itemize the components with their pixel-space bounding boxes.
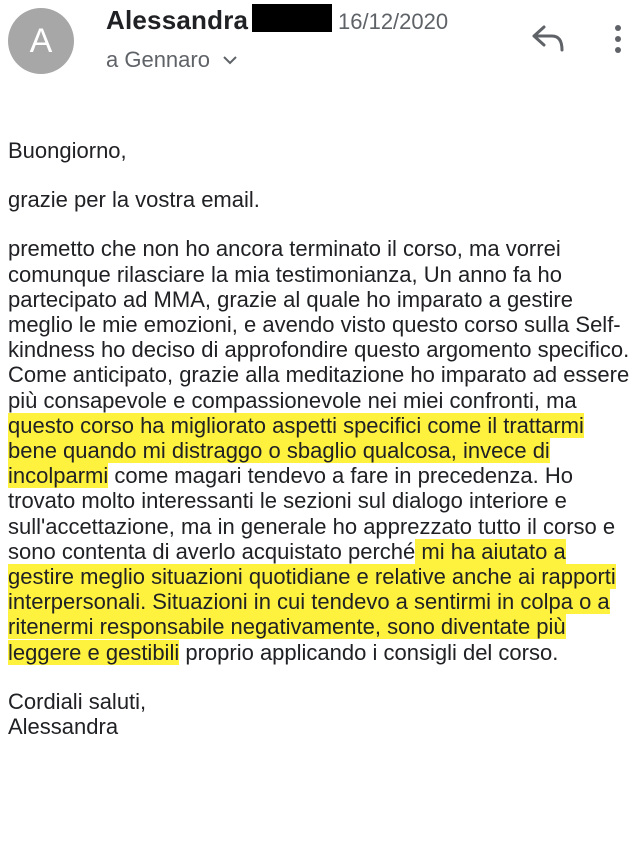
recipient-label: a Gennaro xyxy=(106,47,210,72)
thanks-line: grazie per la vostra email. xyxy=(8,187,260,213)
highlighted-text: mi ha aiutato a gestire meglio situazioni quotidiane e relative anche ai rapporti interpersonali. Situazioni in cui tendevo a sentirmi in colpa o a ritenermi responsabile negativamente, sono diventate più leggere e gestibili xyxy=(8,538,616,665)
body-text: proprio applicando i consigli del corso. xyxy=(179,639,559,665)
signature-block xyxy=(8,689,630,739)
sender-avatar[interactable] xyxy=(8,8,74,74)
more-vert-icon[interactable] xyxy=(612,24,624,54)
chevron-down-icon xyxy=(222,52,238,68)
sender-name: Alessandra xyxy=(106,5,249,35)
body-text: premetto che non ho ancora terminato il corso, ma vorrei comunque rilasciare la mia testimonianza, Un anno fa ho partecipato ad MMA, grazie al quale ho imparato a gestire meglio le mie emozioni, e avendo visto questo corso sulla Self-kindness ho deciso di approfondire questo argomento specifico. Come anticipato, grazie alla meditazione ho imparato ad essere più consapevole e compassionevole nei miei confronti, ma xyxy=(8,236,630,413)
greeting: Buongiorno, xyxy=(8,138,127,163)
closing: Cordiali saluti, xyxy=(8,688,147,714)
reply-icon[interactable] xyxy=(530,24,566,54)
testimonial-paragraph xyxy=(8,236,630,664)
signature: Alessandra xyxy=(8,714,119,740)
highlighted-text: questo corso ha migliorato aspetti specifici come il trattarmi bene quando mi distraggo o sbaglio qualcosa, invece di incolparmi xyxy=(8,412,584,489)
email-body xyxy=(8,138,630,763)
email-date: 16/12/2020 xyxy=(338,9,449,34)
avatar-letter: A xyxy=(29,22,53,60)
redacted-surname xyxy=(252,4,332,32)
recipient-toggle[interactable] xyxy=(106,46,238,74)
email-header xyxy=(0,0,635,90)
body-text: come magari tendevo a fare in precedenza. Ho trovato molto interessanti le sezioni sul dialogo interiore e sull'accettazione, ma in generale ho apprezzato tutto il corso e sono contenta di averlo acquistato perché xyxy=(8,463,616,564)
